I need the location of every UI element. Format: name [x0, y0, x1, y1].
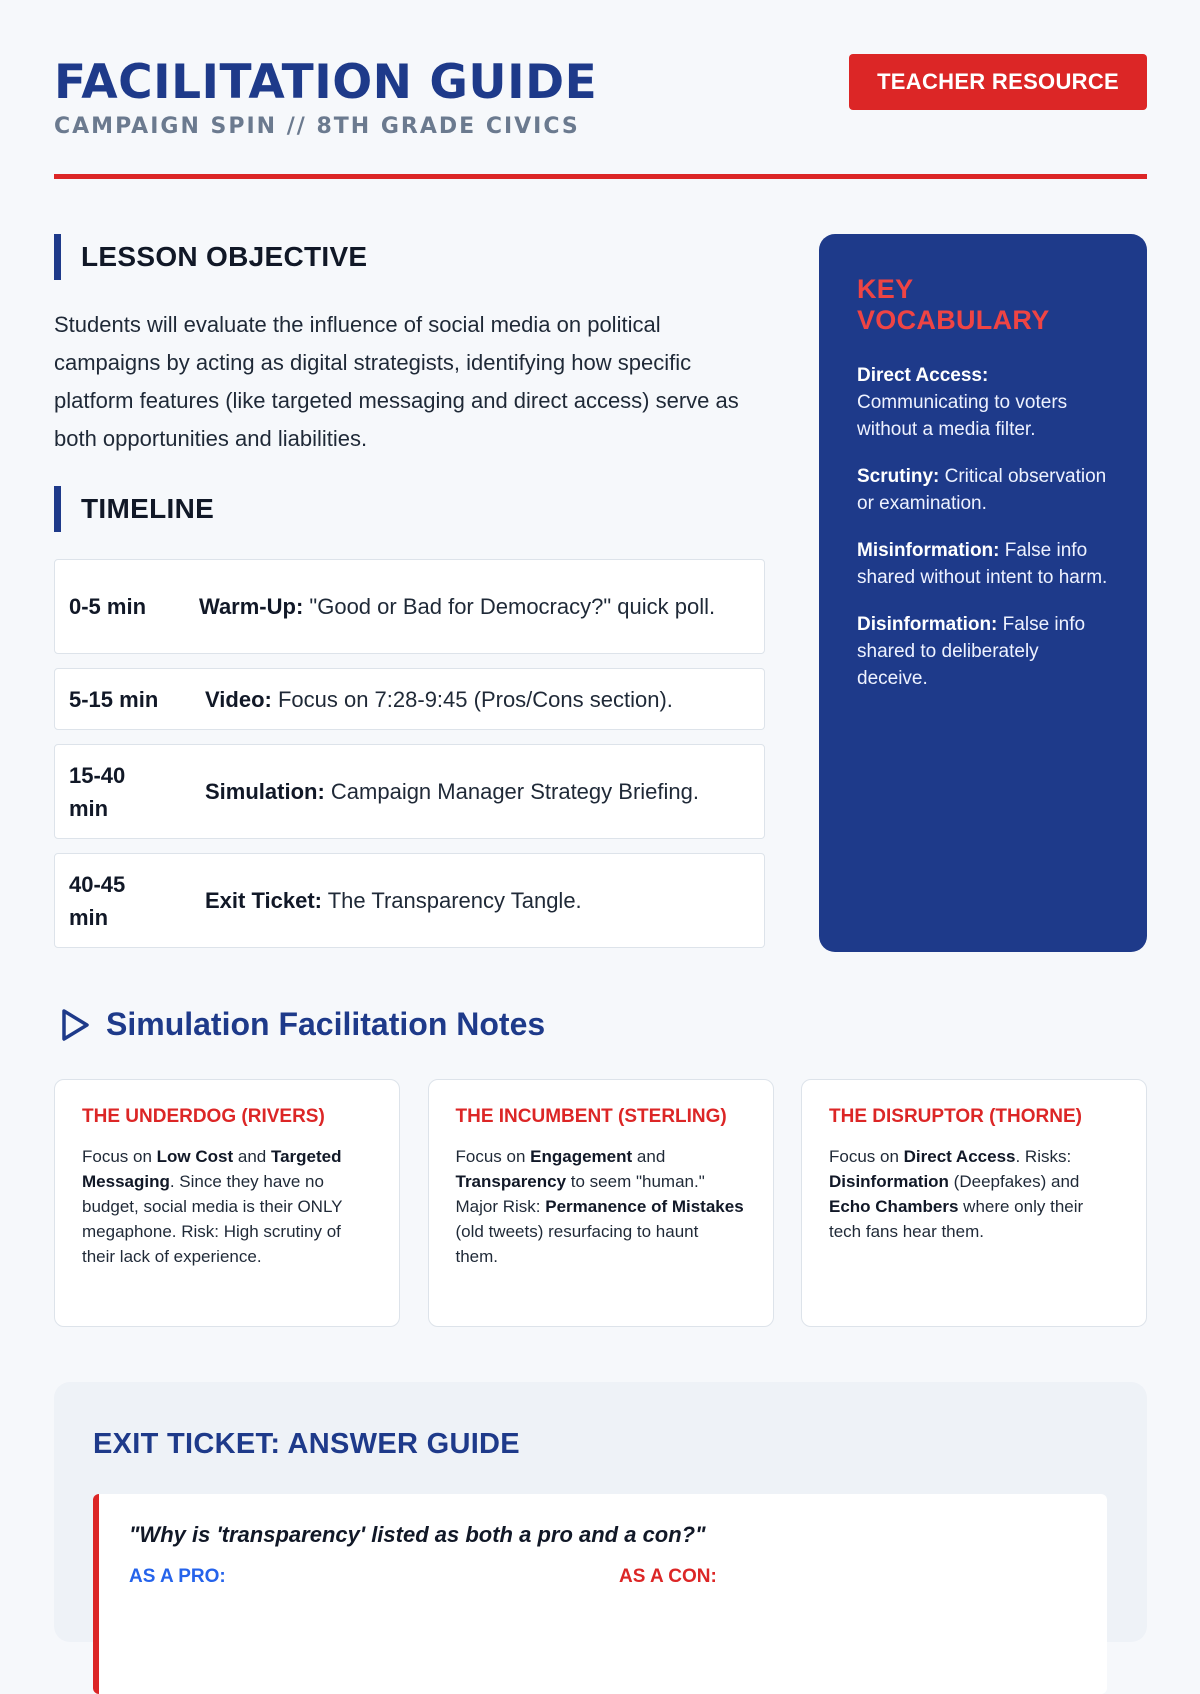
- simulation-heading-text: Simulation Facilitation Notes: [106, 1006, 546, 1042]
- body-text: to seem "human." Major Risk:: [455, 1172, 705, 1216]
- body-text: Focus on: [455, 1147, 531, 1166]
- con-label: AS A CON:: [619, 1566, 717, 1587]
- timeline-label: Exit Ticket:: [205, 888, 322, 913]
- vocab-term: Misinformation:: [857, 540, 1000, 561]
- body-text: (old tweets) resurfacing to haunt them.: [455, 1222, 699, 1266]
- body-text: and: [632, 1147, 666, 1166]
- candidate-card-underdog: [54, 1079, 400, 1327]
- page-header: [54, 56, 1147, 139]
- page-subtitle: CAMPAIGN SPIN // 8TH GRADE CIVICS: [54, 114, 580, 139]
- emphasis-text: Targeted Messaging: [82, 1147, 342, 1191]
- vocab-term: Scrutiny:: [857, 466, 940, 487]
- timeline-text: Focus on 7:28-9:45 (Pros/Cons section).: [271, 686, 673, 712]
- pro-label: AS A PRO:: [129, 1566, 226, 1587]
- body-text: where only their tech fans hear them.: [829, 1197, 1084, 1241]
- timeline-time: 40-45 min: [69, 871, 126, 930]
- vocab-definition: Communicating to voters without a media filter.: [857, 392, 1068, 440]
- candidate-card-disruptor: [801, 1079, 1147, 1327]
- body-text: Focus on: [829, 1147, 904, 1166]
- body-text: . Since they have no budget, social media is their ONLY megaphone. Risk: High scrutiny of their lack of experience.: [82, 1172, 343, 1266]
- timeline-list: [54, 559, 765, 962]
- exit-ticket-title: EXIT TICKET: ANSWER GUIDE: [93, 1428, 520, 1460]
- timeline-time: 5-15 min: [69, 686, 159, 712]
- timeline-label: Video:: [205, 686, 272, 712]
- card-body: [829, 1144, 1119, 1244]
- body-text: . Risks:: [1015, 1147, 1072, 1166]
- page-title: FACILITATION GUIDE: [54, 55, 598, 110]
- key-vocabulary-card: [819, 234, 1147, 952]
- timeline-text: The Transparency Tangle.: [321, 888, 582, 913]
- candidate-card-incumbent: [428, 1079, 774, 1327]
- timeline-label: Simulation:: [205, 779, 325, 804]
- objective-text: Students will evaluate the influence of social media on political campaigns by acting as digital strategists, identifying how specific platform features (like targeted messaging and direct access) serve as both opportunities and liabilities.: [54, 312, 739, 451]
- timeline-time: 15-40 min: [69, 762, 126, 821]
- play-icon: [56, 1007, 92, 1043]
- card-title: THE UNDERDOG (RIVERS): [82, 1106, 325, 1127]
- emphasis-text: Engagement: [530, 1147, 633, 1166]
- vocab-definition: Critical observation or examination.: [857, 466, 1107, 514]
- exit-ticket-section: [54, 1382, 1147, 1642]
- teacher-resource-badge: TEACHER RESOURCE: [849, 54, 1147, 110]
- vocab-item: [857, 537, 1109, 591]
- header-divider: [54, 174, 1147, 179]
- pro-con-row: [129, 1566, 1077, 1588]
- timeline-time: 0-5 min: [69, 594, 147, 619]
- emphasis-text: Echo Chambers: [829, 1197, 959, 1216]
- timeline-description: [205, 884, 582, 917]
- exit-ticket-box: [93, 1494, 1107, 1694]
- vocab-definition: False info shared without intent to harm.: [857, 540, 1108, 588]
- emphasis-text: Permanence of Mistakes: [545, 1197, 744, 1216]
- card-body: [82, 1144, 372, 1269]
- objective-heading: LESSON OBJECTIVE: [54, 234, 367, 280]
- timeline-description: [205, 775, 699, 808]
- timeline-row: [54, 853, 765, 948]
- emphasis-text: Disinformation: [829, 1172, 949, 1191]
- timeline-description: [199, 590, 715, 623]
- timeline-label: Warm-Up:: [199, 594, 304, 619]
- vocab-title: KEY VOCABULARY: [857, 274, 1050, 335]
- body-text: Focus on: [82, 1147, 157, 1166]
- emphasis-text: Direct Access: [903, 1147, 1016, 1166]
- vocab-term: Disinformation:: [857, 614, 998, 635]
- emphasis-text: Transparency: [455, 1172, 567, 1191]
- timeline-text: "Good or Bad for Democracy?" quick poll.: [303, 594, 716, 619]
- timeline-heading: TIMELINE: [54, 486, 214, 532]
- timeline-row: [54, 668, 765, 730]
- timeline-row: [54, 559, 765, 654]
- simulation-cards: [54, 1079, 1147, 1327]
- timeline-description: [199, 683, 673, 716]
- card-title: THE INCUMBENT (STERLING): [455, 1106, 727, 1127]
- simulation-heading: [56, 1006, 545, 1043]
- body-text: and: [233, 1147, 271, 1166]
- emphasis-text: Low Cost: [156, 1147, 234, 1166]
- vocab-term: Direct Access:: [857, 365, 989, 386]
- timeline-row: [54, 744, 765, 839]
- exit-ticket-question: "Why is 'transparency' listed as both a pro and a con?": [129, 1522, 706, 1547]
- body-text: (Deepfakes) and: [948, 1172, 1080, 1191]
- card-title: THE DISRUPTOR (THORNE): [829, 1106, 1082, 1127]
- vocab-item: [857, 611, 1109, 692]
- vocab-definition: False info shared to deliberately deceive.: [857, 614, 1086, 689]
- timeline-text: Campaign Manager Strategy Briefing.: [324, 779, 699, 804]
- vocab-item: [857, 362, 1109, 443]
- card-body: [456, 1144, 746, 1269]
- vocab-item: [857, 463, 1109, 517]
